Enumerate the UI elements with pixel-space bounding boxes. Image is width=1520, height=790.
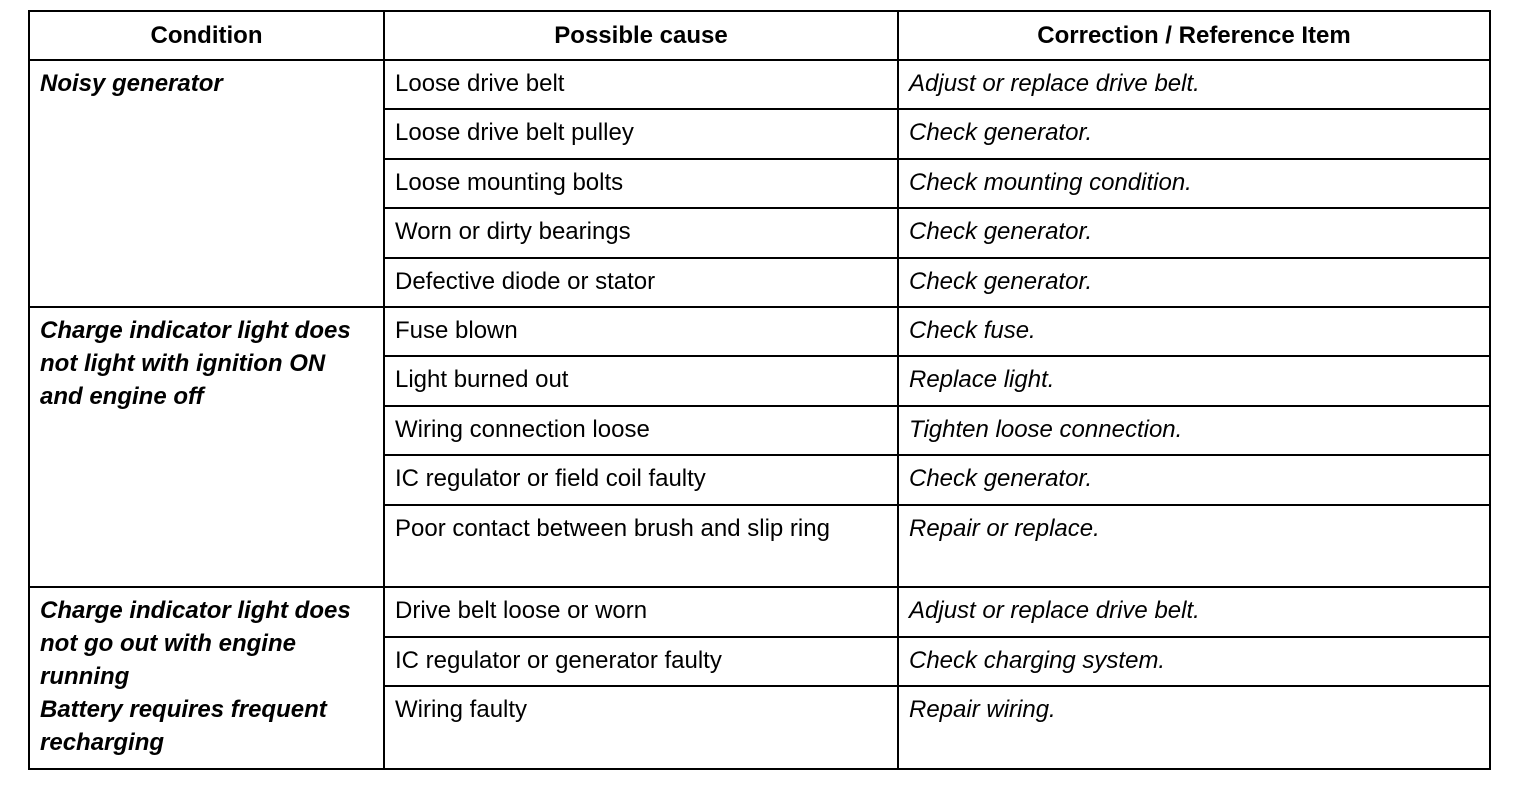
correction-cell: Check mounting condition. [898, 159, 1490, 208]
header-row [29, 11, 1490, 60]
cause-cell: Wiring faulty [384, 686, 898, 769]
table-row [29, 587, 1490, 636]
header-condition: Condition [29, 11, 384, 60]
cause-cell: Defective diode or stator [384, 258, 898, 307]
cause-cell: Light burned out [384, 356, 898, 405]
cause-cell: Fuse blown [384, 307, 898, 356]
correction-cell: Repair wiring. [898, 686, 1490, 769]
cause-cell: Loose mounting bolts [384, 159, 898, 208]
condition-cell: Noisy generator [29, 60, 384, 307]
correction-cell: Adjust or replace drive belt. [898, 587, 1490, 636]
condition-cell [29, 587, 384, 769]
correction-cell: Check generator. [898, 208, 1490, 257]
correction-cell: Tighten loose connection. [898, 406, 1490, 455]
cause-cell: IC regulator or generator faulty [384, 637, 898, 686]
table-row [29, 307, 1490, 356]
correction-cell: Check generator. [898, 455, 1490, 504]
condition-cell: Charge indicator light does not light with ignition ON and engine off [29, 307, 384, 587]
cause-cell: Loose drive belt [384, 60, 898, 109]
correction-cell: Check charging system. [898, 637, 1490, 686]
correction-cell: Check generator. [898, 109, 1490, 158]
condition-extra-text: Battery requires frequent recharging [40, 696, 327, 757]
header-correction: Correction / Reference Item [898, 11, 1490, 60]
troubleshooting-table [28, 10, 1491, 770]
correction-cell: Repair or replace. [898, 505, 1490, 588]
cause-cell: Worn or dirty bearings [384, 208, 898, 257]
header-possible-cause: Possible cause [384, 11, 898, 60]
correction-cell: Adjust or replace drive belt. [898, 60, 1490, 109]
table-row [29, 60, 1490, 109]
cause-cell: Drive belt loose or worn [384, 587, 898, 636]
cause-cell: Poor contact between brush and slip ring [384, 505, 898, 588]
condition-text: Charge indicator light does not go out with engine running [40, 597, 351, 691]
correction-cell: Replace light. [898, 356, 1490, 405]
cause-cell: Loose drive belt pulley [384, 109, 898, 158]
cause-cell: IC regulator or field coil faulty [384, 455, 898, 504]
cause-cell: Wiring connection loose [384, 406, 898, 455]
correction-cell: Check generator. [898, 258, 1490, 307]
correction-cell: Check fuse. [898, 307, 1490, 356]
